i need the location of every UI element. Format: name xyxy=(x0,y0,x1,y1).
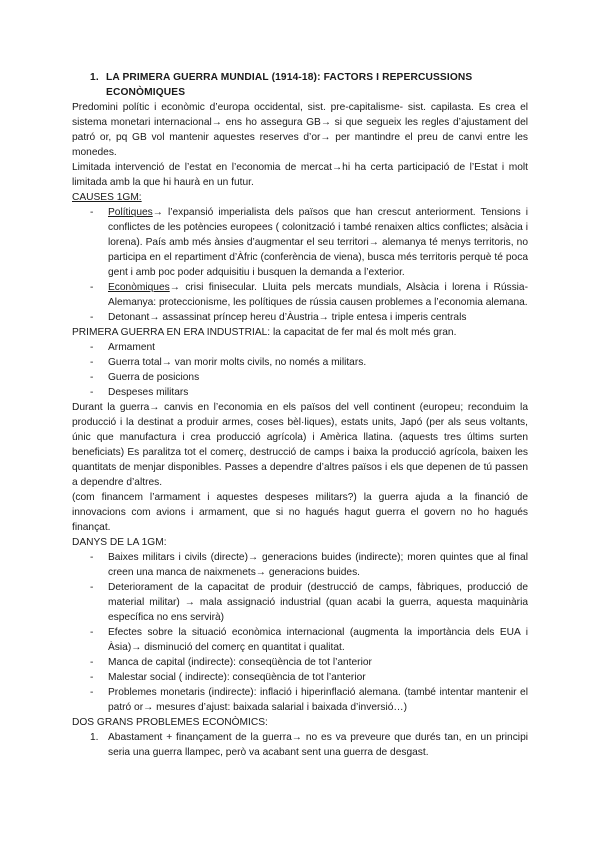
list-item: - Armament xyxy=(72,340,528,355)
list-item xyxy=(72,280,528,310)
damages-list xyxy=(72,550,528,715)
list-item xyxy=(72,205,528,280)
list-item: - Despeses militars xyxy=(72,385,528,400)
list-item: - Baixes militars i civils (directe)→ generacions buides (indirecte); moren quintes que al final creen una manca de naixmenets→ generacions buides. xyxy=(72,550,528,580)
list-item: - Manca de capital (indirecte): conseqüència de tot l’anterior xyxy=(72,655,528,670)
list-item xyxy=(72,310,528,325)
problems-list xyxy=(72,730,528,760)
item-number: 1. xyxy=(90,732,99,743)
industrial-heading: PRIMERA GUERRA EN ERA INDUSTRIAL: la capacitat de fer mal és molt més gran. xyxy=(72,327,457,338)
section-title-text: LA PRIMERA GUERRA MUNDIAL (1914-18): FACTORS I REPERCUSSIONS ECONÒMIQUES xyxy=(106,72,473,98)
cause-term: Polítiques xyxy=(108,207,153,218)
problems-heading: DOS GRANS PROBLEMES ECONÒMICS: xyxy=(72,717,268,728)
list-item: - Problemes monetaris (indirecte): inflació i hiperinflació alemana. (també intentar mantenir el patró or→ mesures d’ajust: baixada salarial i baixada d’inversió…) xyxy=(72,685,528,715)
document-page xyxy=(72,70,528,760)
causes-heading: CAUSES 1GM: xyxy=(72,192,142,203)
list-item: - Malestar social ( indirecte): conseqüència de tot l’anterior xyxy=(72,670,528,685)
list-item: - Guerra total→ van morir molts civils, no només a militars. xyxy=(72,355,528,370)
financing-paragraph: (com financem l’armament i aquestes despeses militars?) la guerra ajuda a la financió de innovacions com avions i armament, que si no hagués hagut guerra el govern no ho hagués finançat. xyxy=(72,492,528,533)
cause-text: → l’expansió imperialista dels països que han crescut anteriorment. Tensions i conflictes de les potències europees ( colonització i també renaixen altics conflictes; alsàcia i lorena). País amb més ànsies d’augmentar el seu territori→ alemanya té menys territoris, no participa en el repartiment d’Àfric (conferència de viena), busca més territoris perquè té poca gent i amb poc poder adquisitiu i busquen la demanda a l’exterior. xyxy=(108,207,528,278)
cause-text: → crisi finisecular. Lluita pels mercats mundials, Alsàcia i lorena i Rússia-Alemanya: proteccionisme, les polítiques de rússia causen problemes a l’economia alemana. xyxy=(108,282,528,308)
damages-heading: DANYS DE LA 1GM: xyxy=(72,537,167,548)
list-item: - Deteriorament de la capacitat de produir (destrucció de camps, fàbriques, producció de material militar) → mala assignació industrial (quan acabi la guerra, aquesta maquinària específica no ens servirà) xyxy=(72,580,528,625)
intro-paragraph-1: Predomini polític i econòmic d’europa occidental, sist. pre-capitalisme- sist. capilasta. Es crea el sistema monetari internacional→ ens ho assegura GB→ si que segueix les regles d’ajustament del patró or, pq GB vol mantenir aquestes reserves d’or→ per mantindre el preu de canvi entre les monedes. xyxy=(72,102,528,158)
during-war-paragraph: Durant la guerra→ canvis en l’economia en els països del vell continent (europeu; reconduim la producció i la destinat a produir armes, coses bèl·liques), estats units, Japó (per als seus voltants, únic que manufactura i crea producció agrícola) i Amèrica llatina. (aquests tres últims surten beneficiats) Es paralitza tot el comerç, destrucció de camps i baixa la producció agrícola, baixen les quantitats de menjar disponibles. Passes a dependre d’altres països i els que depenen de tú passen a dependre d’altres. xyxy=(72,402,528,488)
cause-term: Econòmiques xyxy=(108,282,170,293)
list-item: - Efectes sobre la situació econòmica internacional (augmenta la importància dels EUA i Àsia)→ disminució del comerç en quantitat i qualitat. xyxy=(72,625,528,655)
causes-list xyxy=(72,205,528,325)
section-number: 1. xyxy=(90,72,99,83)
industrial-list xyxy=(72,340,528,400)
item-text: Abastament + finançament de la guerra→ no es va preveure que durés tan, en un principi seria una guerra llampec, però va acabant sent una guerra de desgast. xyxy=(108,732,528,758)
section-title xyxy=(90,70,528,100)
list-item xyxy=(72,730,528,760)
cause-text: Detonant→ assassinat príncep hereu d’Àustria→ triple entesa i imperis centrals xyxy=(108,312,467,323)
list-item: - Guerra de posicions xyxy=(72,370,528,385)
intro-paragraph-2: Limitada intervenció de l’estat en l’economia de mercat→hi ha certa participació de l’Estat i molt limitada amb la que hi haurà en un futur. xyxy=(72,162,528,188)
